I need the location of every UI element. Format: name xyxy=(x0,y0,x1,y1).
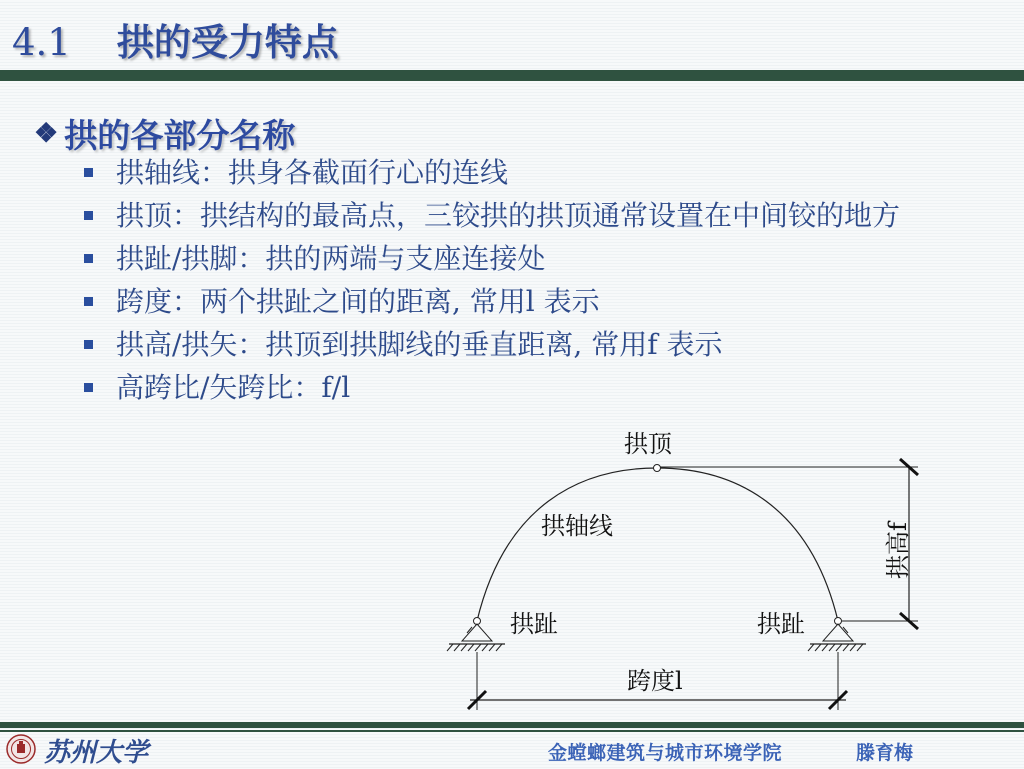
footer-divider xyxy=(0,722,1024,728)
rise-label: 拱高f xyxy=(884,522,912,579)
left-foot-label: 拱趾 xyxy=(510,610,558,638)
bullet-text: 跨度：两个拱趾之间的距离, 常用l 表示 xyxy=(116,285,600,318)
footer-divider-thin xyxy=(0,730,1024,732)
right-foot-label: 拱趾 xyxy=(757,610,805,638)
university-seal-icon xyxy=(6,734,36,764)
left-support-icon xyxy=(447,618,505,652)
arch-axis-label: 拱轴线 xyxy=(541,512,613,540)
university-logo-text: 苏州大学 xyxy=(44,738,149,768)
bullet-text: 高跨比/矢跨比：f/l xyxy=(116,371,351,404)
heading-text: 拱的各部分名称 xyxy=(64,116,296,155)
bullet-text: 拱趾/拱脚：拱的两端与支座连接处 xyxy=(116,242,546,275)
bullet-text: 拱顶：拱结构的最高点，三铰拱的拱顶通常设置在中间铰的地方 xyxy=(116,199,901,232)
span-label: 跨度l xyxy=(627,667,683,695)
bullet-text: 拱高/拱矢：拱顶到拱脚线的垂直距离, 常用f 表示 xyxy=(116,328,723,361)
title-text: 拱的受力特点 xyxy=(116,20,339,64)
section-number: 4.1 xyxy=(12,21,71,64)
crown-label: 拱顶 xyxy=(624,430,672,458)
footer-author: 滕育梅 xyxy=(856,742,914,764)
diamond-bullet-icon: ❖ xyxy=(34,118,59,149)
right-support-icon xyxy=(808,618,866,652)
crown-hinge xyxy=(654,465,661,472)
arch-axis-curve xyxy=(477,468,838,621)
footer-school: 金螳螂建筑与城市环境学院 xyxy=(548,742,783,764)
bullet-text: 拱轴线：拱身各截面行心的连线 xyxy=(116,156,509,189)
